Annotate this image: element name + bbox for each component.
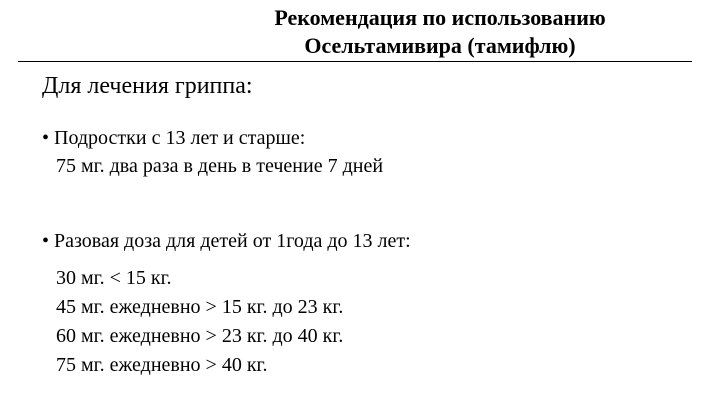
children-dose-item: 30 мг. < 15 кг.	[56, 267, 172, 289]
slide-title-line-1: Рекомендация по использованию	[274, 5, 606, 30]
children-dose-item: 60 мг. ежедневно > 23 кг. до 40 кг.	[56, 325, 344, 347]
title-divider	[18, 61, 692, 62]
section-children-heading: • Разовая доза для детей от 1года до 13 лет:	[42, 230, 411, 252]
section-teens-heading: • Подростки с 13 лет и старше:	[42, 127, 306, 149]
slide-title	[190, 4, 690, 60]
children-dose-item: 75 мг. ежедневно > 40 кг.	[56, 354, 268, 376]
children-dose-list	[42, 264, 411, 380]
section-teens-dose: 75 мг. два раза в день в течение 7 дней	[56, 155, 384, 177]
slide-subtitle: Для лечения гриппа:	[42, 73, 253, 99]
slide-title-line-2: Осельтамивира (тамифлю)	[304, 33, 576, 58]
section-children	[42, 227, 411, 380]
children-dose-item: 45 мг. ежедневно > 15 кг. до 23 кг.	[56, 296, 344, 318]
section-teens	[42, 124, 383, 180]
